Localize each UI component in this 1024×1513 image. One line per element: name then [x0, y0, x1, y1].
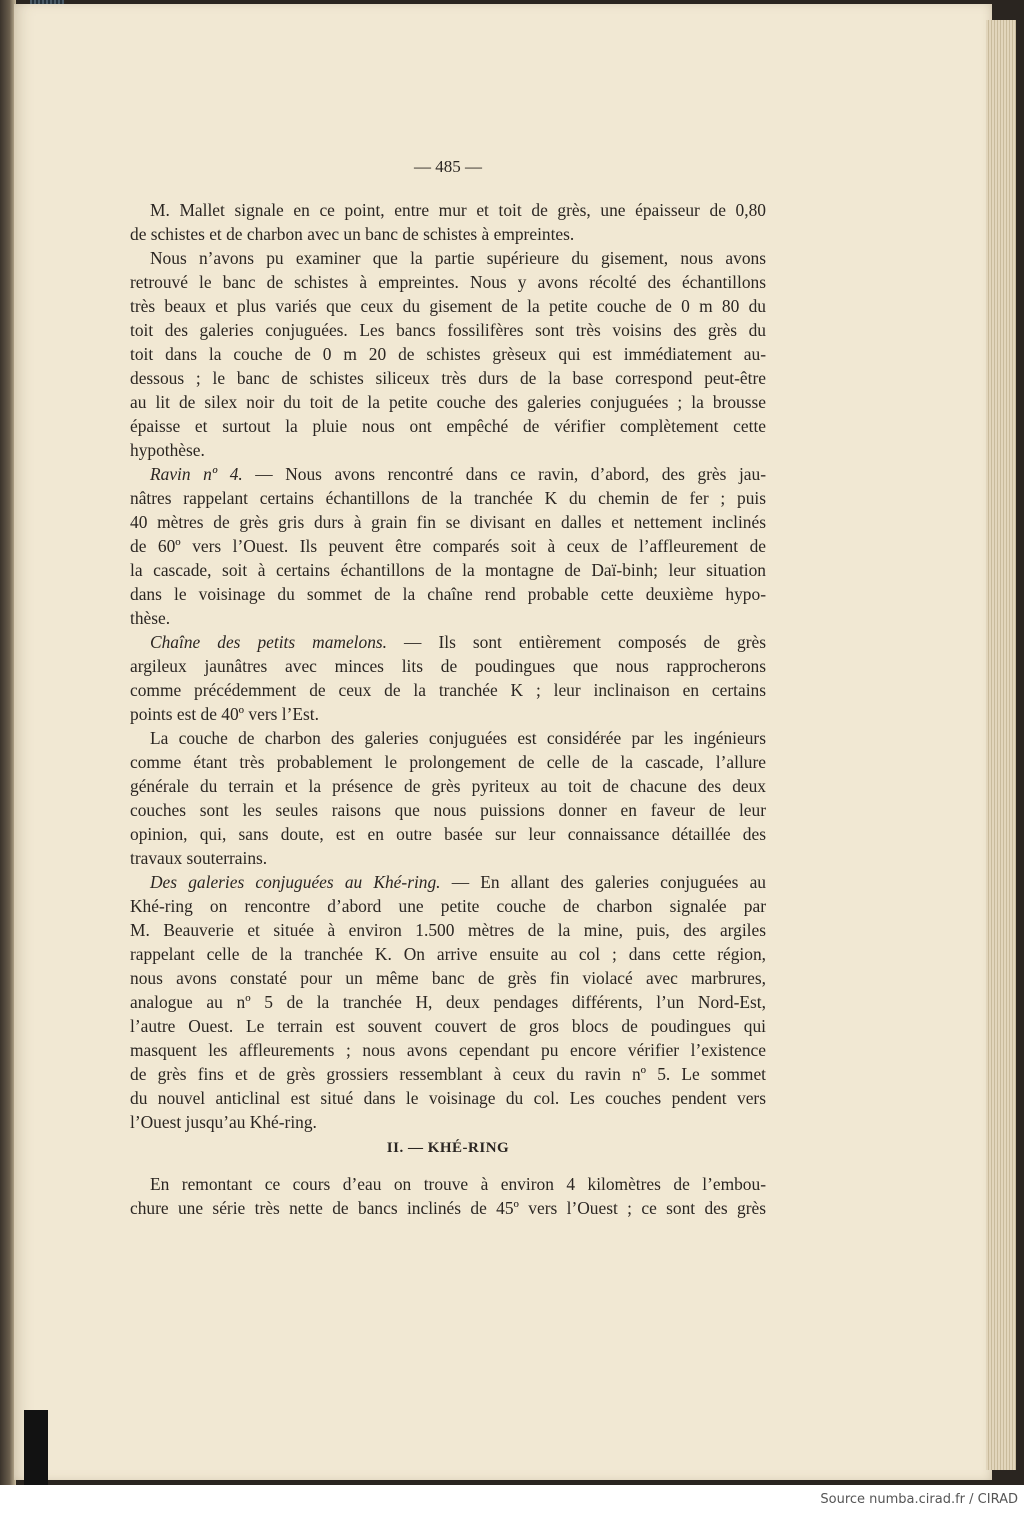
text-line: couches sont les seules raisons que nous puissions donner en faveur de leur — [130, 800, 766, 820]
text-line: comme étant très probablement le prolongement de celle de la cascade, l’allure — [130, 752, 766, 772]
text-line: Nous n’avons pu examiner que la partie supérieure du gisement, nous avons — [150, 248, 766, 268]
text-run: — Ils sont entièrement composés de grès — [387, 632, 766, 652]
text-line: nâtres rappelant certains échantillons de la tranchée K du chemin de fer ; puis — [130, 488, 766, 508]
text-line: M. Beauverie et située à environ 1.500 mètres de la mine, puis, des argiles — [130, 920, 766, 940]
text-line: 40 mètres de grès gris durs à grain fin se divisant en dalles et nettement inclinés — [130, 512, 766, 532]
text-line: comme précédemment de ceux de la tranchée K ; leur inclinaison en certains — [130, 680, 766, 700]
bookmark-ribbon-bottom — [24, 1410, 48, 1485]
text-run: — En allant des galeries conjuguées au — [440, 872, 766, 892]
source-credit: Source numba.cirad.fr / CIRAD — [820, 1492, 1018, 1507]
text-line: très beaux et plus variés que ceux du gisement de la petite couche de 0 m 80 du — [130, 296, 766, 316]
text-line: de grès fins et de grès grossiers ressemblant à ceux du ravin nº 5. Le sommet — [130, 1064, 766, 1084]
text-line: toit dans la couche de 0 m 20 de schistes grèseux qui est immédiatement au- — [130, 344, 766, 364]
text-line: opinion, qui, sans doute, est en outre basée sur leur connaissance détaillée des — [130, 824, 766, 844]
text-line: M. Mallet signale en ce point, entre mur et toit de grès, une épaisseur de 0,80 — [150, 200, 766, 220]
page-number: — 485 — — [414, 157, 482, 176]
text-line: argileux jaunâtres avec minces lits de poudingues que nous rapprocherons — [130, 656, 766, 676]
text-line: de 60º vers l’Ouest. Ils peuvent être comparés soit à ceux de l’affleurement de — [130, 536, 766, 556]
page-stack-edges — [986, 20, 1016, 1470]
text-line: au lit de silex noir du toit de la petite couche des galeries conjuguées ; la brousse — [130, 392, 766, 412]
text-line — [150, 630, 766, 654]
text-line: l’autre Ouest. Le terrain est souvent couvert de gros blocs de poudingues qui — [130, 1016, 766, 1036]
text-line: Khé-ring on rencontre d’abord une petite couche de charbon signalée par — [130, 896, 766, 916]
text-line: points est de 40º vers l’Est. — [130, 704, 319, 724]
text-line: La couche de charbon des galeries conjuguées est considérée par les ingénieurs — [150, 728, 766, 748]
text-line: de schistes et de charbon avec un banc de schistes à empreintes. — [130, 224, 575, 244]
text-line: toit des galeries conjuguées. Les bancs fossilifères sont très voisins des grès du — [130, 320, 766, 340]
text-line: la cascade, soit à certains échantillons de la montagne de Daï-binh; leur situation — [130, 560, 766, 580]
paragraph-lead-italic: Des galeries conjuguées au Khé-ring. — [150, 872, 441, 892]
text-line: nous avons constaté pour un même banc de grès fin violacé avec marbrures, — [130, 968, 766, 988]
text-line: analogue au nº 5 de la tranchée H, deux pendages différents, l’un Nord-Est, — [130, 992, 766, 1012]
text-line: l’Ouest jusqu’au Khé-ring. — [130, 1112, 317, 1132]
text-line: dans le voisinage du sommet de la chaîne rend probable cette deuxième hypo- — [130, 584, 766, 604]
text-line: retrouvé le banc de schistes à empreintes. Nous y avons récolté des échantillons — [130, 272, 766, 292]
text-line: rappelant celle de la tranchée K. On arrive ensuite au col ; dans cette région, — [130, 944, 766, 964]
text-line: thèse. — [130, 608, 171, 628]
section-heading: II. — KHÉ-RING — [386, 1140, 510, 1156]
text-line: travaux souterrains. — [130, 848, 268, 868]
text-line: masquent les affleurements ; nous avons cependant pu encore vérifier l’existence — [130, 1040, 766, 1060]
text-line: du nouvel anticlinal est situé dans le voisinage du col. Les couches pendent vers — [130, 1088, 766, 1108]
paragraph-lead-italic: Chaîne des petits mamelons. — [150, 632, 388, 652]
text-line: hypothèse. — [130, 440, 205, 460]
text-run: — Nous avons rencontré dans ce ravin, d’abord, des grès jau- — [242, 464, 766, 484]
text-line: générale du terrain et la présence de grès pyriteux au toit de chacune des deux — [130, 776, 766, 796]
text-line — [150, 462, 766, 486]
text-line: En remontant ce cours d’eau on trouve à environ 4 kilomètres de l’embou- — [150, 1174, 766, 1194]
text-line — [150, 870, 766, 894]
paragraph-lead-italic: Ravin nº 4. — [150, 464, 243, 484]
text-line: épaisse et surtout la pluie nous ont empêché de vérifier complètement cette — [130, 416, 766, 436]
text-line: dessous ; le banc de schistes siliceux très durs de la base correspond peut-être — [130, 368, 766, 388]
text-line: chure une série très nette de bancs inclinés de 45º vers l’Ouest ; ce sont des grès — [130, 1198, 766, 1218]
